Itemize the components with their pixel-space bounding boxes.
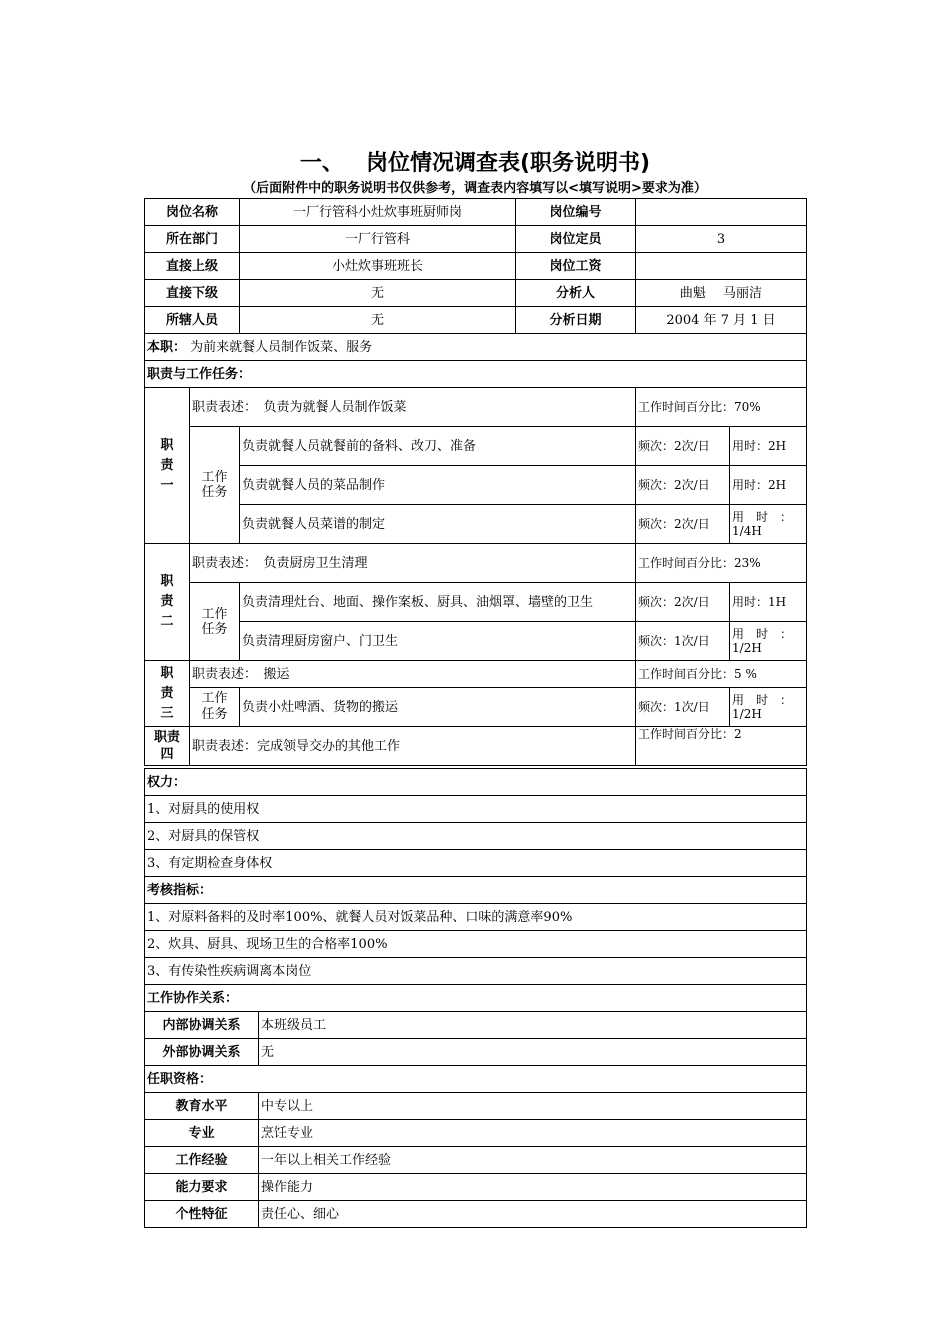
- qual-experience-value: 一年以上相关工作经验: [259, 1147, 807, 1174]
- qual-education-value: 中专以上: [259, 1093, 807, 1120]
- internal-label: 内部协调关系: [145, 1012, 259, 1039]
- value-subordinate: 无: [240, 280, 516, 307]
- resp2-task-1-freq: 频次：2次/日: [636, 583, 730, 622]
- assessment-item-1: 1、对原料备料的及时率100%、就餐人员对饭菜品种、口味的满意率90%: [145, 904, 807, 931]
- resp1-task-3: 负责就餐人员菜谱的制定: [240, 505, 636, 544]
- resp1-label: 职 责 一: [145, 388, 190, 544]
- value-quota: 3: [636, 226, 807, 253]
- responsibilities-header: 职责与工作任务：: [145, 361, 807, 388]
- label-superior: 直接上级: [145, 253, 240, 280]
- external-value: 无: [259, 1039, 807, 1066]
- resp4-pct: 工作时间百分比：2: [636, 727, 807, 766]
- qual-ability-label: 能力要求: [145, 1174, 259, 1201]
- resp1-desc: 职责表述： 负责为就餐人员制作饭菜: [190, 388, 636, 427]
- resp3-label: 职 责 三: [145, 661, 190, 727]
- resp2-task-2-time: 用 时 ：1/2H: [730, 622, 807, 661]
- cooperation-table: [144, 1011, 807, 1093]
- resp1-task-2-time: 用时：2H: [730, 466, 807, 505]
- value-analyst: 曲魁 马丽洁: [636, 280, 807, 307]
- page-title: [0, 146, 950, 177]
- resp1-task-label: 工作 任务: [190, 427, 240, 544]
- resp2-pct: 工作时间百分比：23%: [636, 544, 807, 583]
- label-analyst: 分析人: [516, 280, 636, 307]
- resp1-task-2: 负责就餐人员的菜品制作: [240, 466, 636, 505]
- qualification-table: [144, 1092, 807, 1228]
- label-salary: 岗位工资: [516, 253, 636, 280]
- resp2-task-2: 负责清理厨房窗户、门卫生: [240, 622, 636, 661]
- qualification-header: 任职资格：: [145, 1066, 807, 1093]
- title-number: 一、: [299, 151, 344, 176]
- resp4-desc: 职责表述：完成领导交办的其他工作: [190, 727, 636, 766]
- value-salary: [636, 253, 807, 280]
- cooperation-header: 工作协作关系：: [145, 985, 807, 1012]
- label-position-name: 岗位名称: [145, 199, 240, 226]
- resp3-pct: 工作时间百分比：5 %: [636, 661, 807, 688]
- value-department: 一厂行管科: [240, 226, 516, 253]
- qual-education-label: 教育水平: [145, 1093, 259, 1120]
- resp4-label: 职责 四: [145, 727, 190, 766]
- value-analysis-date: 2004 年 7 月 1 日: [636, 307, 807, 334]
- responsibilities-table: [144, 387, 807, 766]
- qual-major-label: 专业: [145, 1120, 259, 1147]
- resp1-task-3-freq: 频次：2次/日: [636, 505, 730, 544]
- label-quota: 岗位定员: [516, 226, 636, 253]
- assessment-item-2: 2、炊具、厨具、现场卫生的合格率100%: [145, 931, 807, 958]
- title-text: 岗位情况调查表(职务说明书): [365, 151, 651, 176]
- qual-major-value: 烹饪专业: [259, 1120, 807, 1147]
- value-position-name: 一厂行管科小灶炊事班厨师岗: [240, 199, 516, 226]
- label-position-code: 岗位编号: [516, 199, 636, 226]
- duty-row: [145, 334, 807, 361]
- power-item-2: 2、对厨具的保管权: [145, 823, 807, 850]
- page-subtitle: （后面附件中的职务说明书仅供参考，调查表内容填写以<填写说明>要求为准）: [243, 181, 707, 196]
- internal-value: 本班级员工: [259, 1012, 807, 1039]
- qual-personality-value: 责任心、细心: [259, 1201, 807, 1228]
- resp3-task-1-freq: 频次：1次/日: [636, 688, 730, 727]
- value-superior: 小灶炊事班班长: [240, 253, 516, 280]
- resp1-task-1-freq: 频次：2次/日: [636, 427, 730, 466]
- resp1-task-1: 负责就餐人员就餐前的备料、改刀、准备: [240, 427, 636, 466]
- label-subordinate: 直接下级: [145, 280, 240, 307]
- label-department: 所在部门: [145, 226, 240, 253]
- resp1-task-3-time: 用 时 ：1/4H: [730, 505, 807, 544]
- resp2-task-1-time: 用时：1H: [730, 583, 807, 622]
- assessment-header: 考核指标：: [145, 877, 807, 904]
- qual-personality-label: 个性特征: [145, 1201, 259, 1228]
- duty-text: 为前来就餐人员制作饭菜、服务: [190, 339, 373, 355]
- qual-experience-label: 工作经验: [145, 1147, 259, 1174]
- resp3-task-1-time: 用 时 ：1/2H: [730, 688, 807, 727]
- label-analysis-date: 分析日期: [516, 307, 636, 334]
- value-position-code: [636, 199, 807, 226]
- resp2-task-2-freq: 频次：1次/日: [636, 622, 730, 661]
- qual-ability-value: 操作能力: [259, 1174, 807, 1201]
- resp2-label: 职 责 二: [145, 544, 190, 661]
- label-staff: 所辖人员: [145, 307, 240, 334]
- assessment-item-3: 3、有传染性疾病调离本岗位: [145, 958, 807, 985]
- power-item-1: 1、对厨具的使用权: [145, 796, 807, 823]
- resp1-task-1-time: 用时：2H: [730, 427, 807, 466]
- external-label: 外部协调关系: [145, 1039, 259, 1066]
- power-item-3: 3、有定期检查身体权: [145, 850, 807, 877]
- value-staff: 无: [240, 307, 516, 334]
- resp3-desc: 职责表述： 搬运: [190, 661, 636, 688]
- resp1-pct: 工作时间百分比：70%: [636, 388, 807, 427]
- power-header: 权力：: [145, 769, 807, 796]
- resp3-task-1: 负责小灶啤酒、货物的搬运: [240, 688, 636, 727]
- resp2-task-1: 负责清理灶台、地面、操作案板、厨具、油烟罩、墙壁的卫生: [240, 583, 636, 622]
- power-assessment-table: [144, 768, 807, 1012]
- resp2-desc: 职责表述： 负责厨房卫生清理: [190, 544, 636, 583]
- resp3-task-label: 工作 任务: [190, 688, 240, 727]
- duty-label: 本职：: [147, 339, 187, 355]
- resp1-task-2-freq: 频次：2次/日: [636, 466, 730, 505]
- resp2-task-label: 工作 任务: [190, 583, 240, 661]
- basic-info-table: [144, 198, 807, 388]
